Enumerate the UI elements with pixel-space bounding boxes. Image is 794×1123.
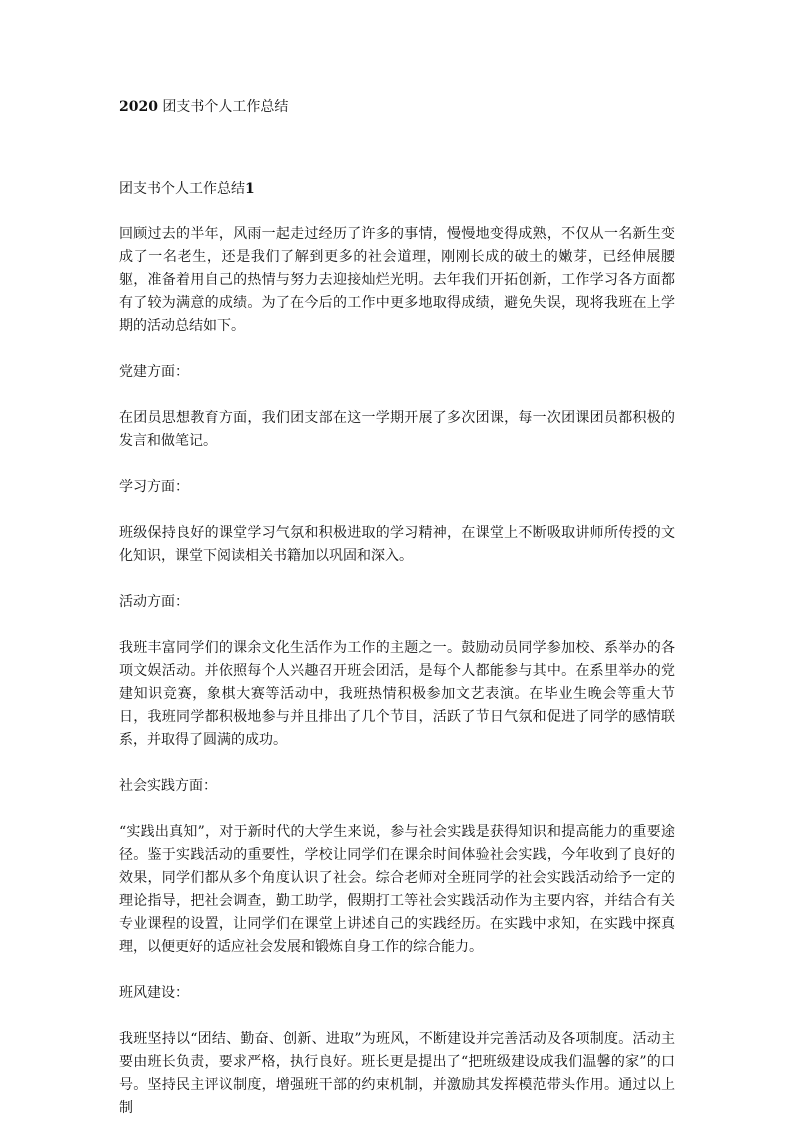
heading-study: 学习方面： [119,479,189,495]
heading-activities: 活动方面： [119,594,189,610]
paragraph-social-practice: “实践出真知”，对于新时代的大学生来说，参与社会实践是获得知识和提高能力的重要途径。鉴于实践活动的重要性，学校让同学们在课余时间体验社会实践，今年收到了良好的效果，同学们都从多个角度认识了社会。综合老师对全班同学的社会实践活动给予一定的理论指导，把社会调查，勤工助学，假期打工等社会实践活动作为主要内容，并结合有关专业课程的设置，让同学们在课堂上讲述自己的实践经历。在实践中求知，在实践中探真理，以便更好的适应社会发展和锻炼自身工作的综合能力。 [119,824,675,955]
subtitle-text: 团支书个人工作总结 [119,181,245,197]
heading-party-building: 党建方面： [119,364,189,380]
paragraph-study: 班级保持良好的课堂学习气氛和积极进取的学习精神，在课堂上不断吸取讲师所传授的文化知识，课堂下阅读相关书籍加以巩固和深入。 [119,525,675,564]
intro-paragraph: 回顾过去的半年，风雨一起走过经历了许多的事情，慢慢地变得成熟，不仅从一名新生变成了一名老生，还是我们了解到更多的社会道理，刚刚长成的破土的嫩芽，已经伸展腰躯，准备着用自己的热情与努力去迎接灿烂光明。去年我们开拓创新，工作学习各方面都有了较为满意的成绩。为了在今后的工作中更多地取得成绩，避免失误，现将我班在上学期的活动总结如下。 [119,226,675,334]
document-body [119,178,675,1120]
section-subtitle [119,178,675,200]
document-title-text: 团支书个人工作总结 [162,99,289,115]
subtitle-number: 1 [245,181,255,197]
document-title [119,96,288,118]
paragraph-party-building: 在团员思想教育方面，我们团支部在这一学期开展了多次团课，每一次团课团员都积极的发言和做笔记。 [119,410,675,449]
heading-social-practice: 社会实践方面： [119,778,217,794]
paragraph-class-culture: 我班坚持以“团结、勤奋、创新、进取”为班风，不断建设并完善活动及各项制度。活动主要由班长负责，要求严格，执行良好。班长更是提出了“把班级建设成我们温馨的家”的口号。坚持民主评议制度，增强班干部的约束机制，并激励其发挥模范带头作用。通过以上制 [119,1031,675,1116]
heading-class-culture: 班风建设： [119,985,189,1001]
paragraph-activities: 我班丰富同学们的课余文化生活作为工作的主题之一。鼓励动员同学参加校、系举办的各项文娱活动。并依照每个人兴趣召开班会团活，是每个人都能参与其中。在系里举办的党建知识竞赛，象棋大赛等活动中，我班热情积极参加文艺表演。在毕业生晚会等重大节日，我班同学都积极地参与并且排出了几个节目，活跃了节日气氛和促进了同学的感情联系，并取得了圆满的成功。 [119,640,675,748]
document-title-year: 2020 [119,99,158,115]
